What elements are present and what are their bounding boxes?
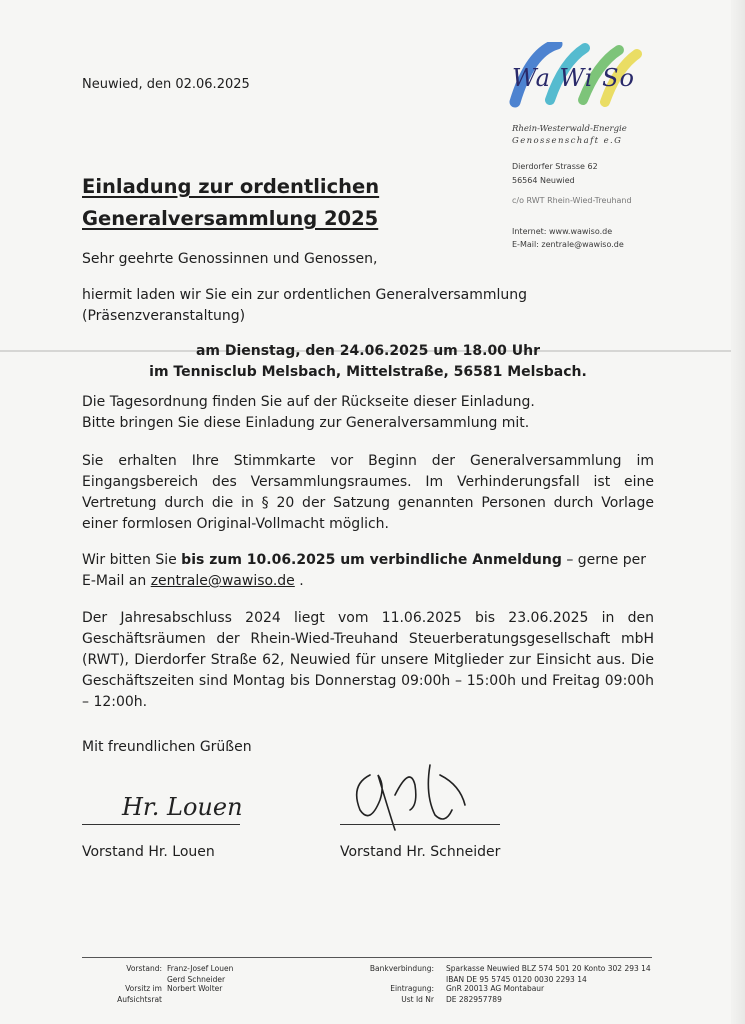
bank-line-2: IBAN DE 95 5745 0120 0030 2293 14 (446, 974, 587, 984)
signature-schneider (340, 755, 490, 835)
invite-line-1: hiermit laden wir Sie ein zur ordentlichen Generalversammlung (82, 287, 528, 303)
title-line-1: Einladung zur ordentlichen (82, 175, 380, 198)
register-deadline: bis zum 10.06.2025 um verbindliche Anmeldung (181, 552, 562, 568)
board-member-1: Franz-Josef Louen (167, 964, 234, 973)
footer-registry-values (446, 984, 544, 1005)
footer-board-names (167, 964, 233, 985)
vat-label: Ust Id Nr (401, 994, 434, 1004)
invitation-paragraph (82, 285, 642, 327)
title-line-2: Generalversammlung 2025 (82, 207, 379, 230)
org-line-2: Genossenschaft e.G (512, 136, 623, 146)
registration-paragraph (82, 550, 654, 592)
agenda-line-2: Bitte bringen Sie diese Einladung zur Generalversammlung mit. (82, 415, 530, 431)
signature-line-2 (340, 824, 500, 825)
page-edge-shadow (731, 0, 745, 1024)
signature-line-1 (82, 824, 240, 825)
registry-label: Eintragung: (390, 984, 434, 993)
address-city: 56564 Neuwied (512, 176, 575, 185)
address-street: Dierdorfer Strasse 62 (512, 162, 598, 171)
invite-line-2: (Präsenzveranstaltung) (82, 308, 246, 324)
registry-value: GnR 20013 AG Montabaur (446, 984, 545, 993)
event-date-time: am Dienstag, den 24.06.2025 um 18.00 Uhr (195, 343, 541, 359)
bank-line-1: Sparkasse Neuwied BLZ 574 501 20 Konto 302 293 14 (446, 964, 651, 973)
register-text-end: . (294, 573, 304, 589)
agenda-paragraph (82, 392, 654, 434)
annual-report-paragraph: Der Jahresabschluss 2024 liegt vom 11.06.2025 bis 23.06.2025 in den Geschäftsräumen der Rhein-Wied-Treuhand Steuerberatungsgesellschaft mbH (RWT), Dierdorfer Straße 62, Neuwied für unsere Mitglieder zur Einsicht aus. Die Geschäftszeiten sind Montag bis Donnerstag 09:00h – 15:00h und Freitag 09:00h – 12:00h. (82, 610, 654, 710)
event-location: im Tennisclub Melsbach, Mittelstraße, 56581 Melsbach. (149, 364, 587, 380)
letter-title (82, 171, 379, 235)
greeting: Sehr geehrte Genossinnen und Genossen, (82, 251, 378, 267)
address-care-of: c/o RWT Rhein-Wied-Treuhand (512, 196, 632, 205)
signatory-2: Vorstand Hr. Schneider (340, 844, 501, 860)
organization-address (512, 160, 632, 208)
contact-email: E-Mail: zentrale@wawiso.de (512, 240, 624, 249)
board-member-2: Gerd Schneider (167, 974, 226, 984)
footer-chair-name: Norbert Wolter (167, 984, 223, 993)
footer-divider (82, 957, 652, 958)
footer-registry-labels (348, 984, 434, 1005)
organization-name (512, 123, 627, 147)
footer-chair-label: Vorsitz im Aufsichtsrat (117, 984, 162, 1004)
logo-wordmark: Wa Wi So (512, 64, 635, 92)
org-line-1: Rhein-Westerwald-Energie (512, 124, 627, 134)
register-text-middle: – gerne per E-Mail an (82, 552, 646, 589)
register-text-start: Wir bitten Sie (82, 552, 182, 568)
vat-value: DE 282957789 (446, 994, 502, 1004)
footer-board-label: Vorstand: (126, 964, 162, 973)
footer-bank-details (446, 964, 651, 985)
register-email-link[interactable]: zentrale@wawiso.de (150, 573, 295, 589)
letter-date: Neuwied, den 02.06.2025 (82, 77, 250, 92)
agenda-line-1: Die Tagesordnung finden Sie auf der Rückseite dieser Einladung. (82, 394, 535, 410)
event-details (82, 341, 654, 383)
signatory-1: Vorstand Hr. Louen (82, 844, 215, 860)
signature-louen (118, 775, 243, 830)
footer-bank-label: Bankverbindung: (369, 964, 434, 973)
svg-text:Hr. Louen: Hr. Louen (122, 793, 243, 821)
contact-internet: Internet: www.wawiso.de (512, 227, 613, 236)
organization-contact (512, 225, 624, 251)
closing-salutation: Mit freundlichen Grüßen (82, 739, 252, 755)
voting-card-paragraph: Sie erhalten Ihre Stimmkarte vor Beginn der Generalversammlung im Eingangsbereich des Versammlungsraumes. Im Verhinderungsfall ist eine Vertretung durch die in § 20 der Satzung genannten Personen durch Vorlage einer formlosen Original-Vollmacht möglich. (82, 453, 654, 532)
